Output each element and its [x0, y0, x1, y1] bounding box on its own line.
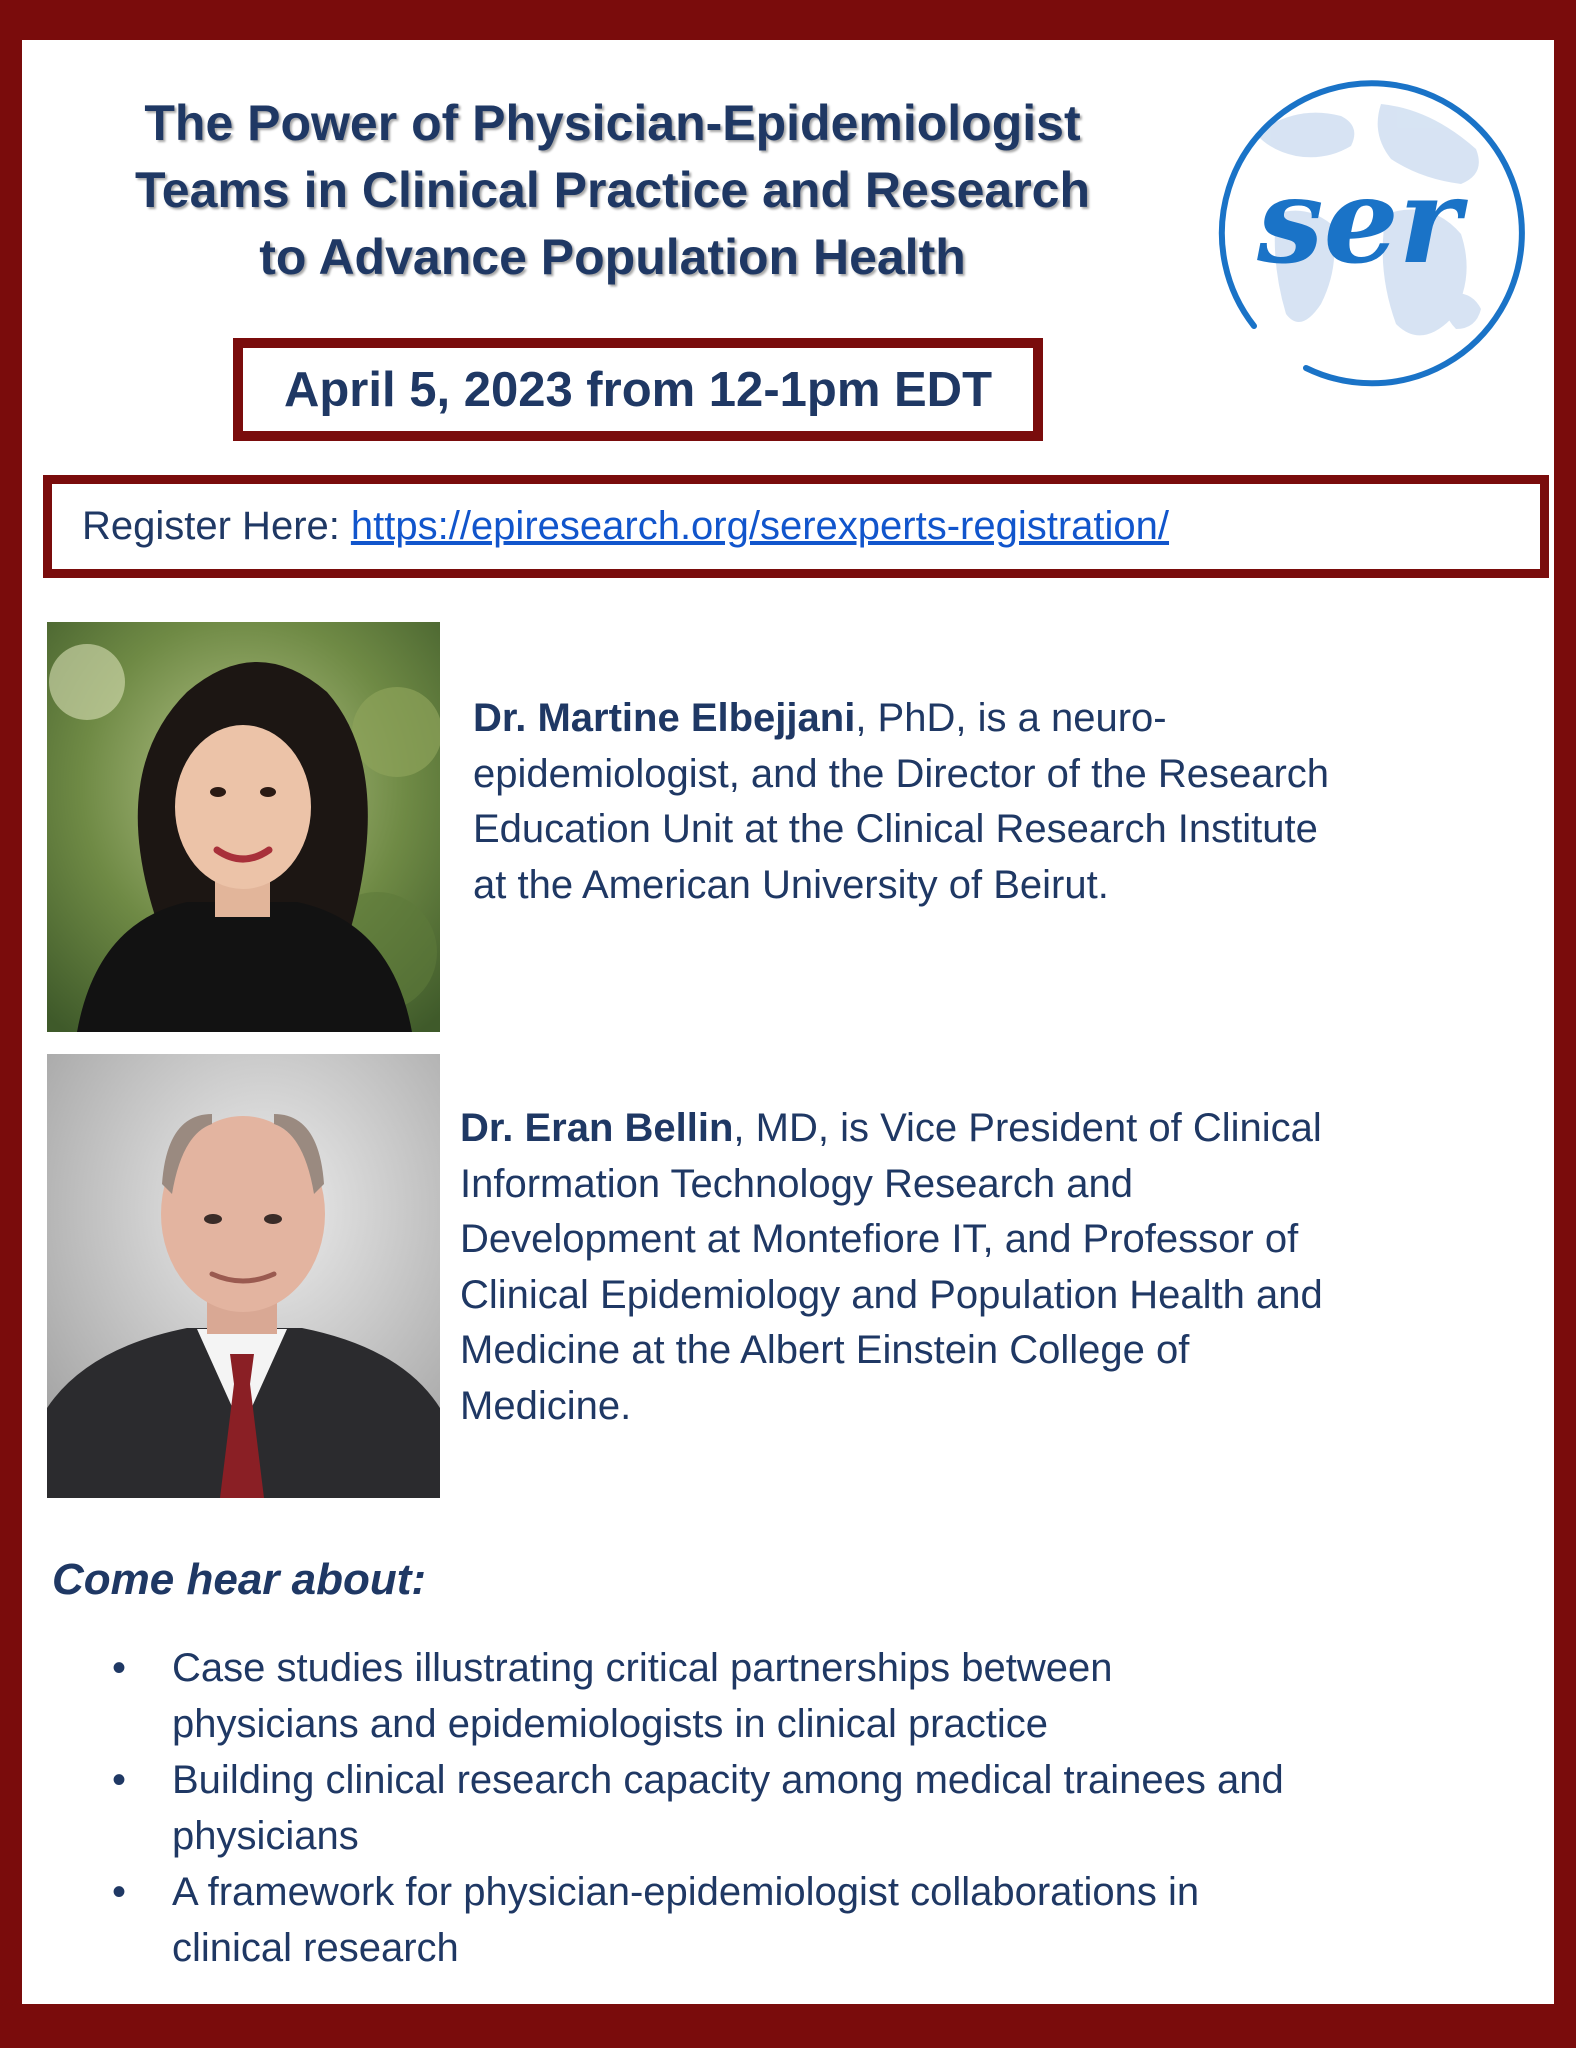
bio-line: Clinical Epidemiology and Population Health and: [460, 1272, 1323, 1317]
list-item-text: physicians: [172, 1814, 359, 1858]
list-item-text: Case studies illustrating critical partnerships between: [172, 1646, 1113, 1690]
come-hear-heading: Come hear about:: [52, 1555, 427, 1604]
registration-link[interactable]: https://epiresearch.org/serexperts-registration/: [350, 504, 1170, 548]
speaker-bio-bellin: [460, 1101, 1323, 1434]
register-box: [43, 475, 1549, 578]
bio-line: epidemiologist, and the Director of the Research: [473, 751, 1330, 796]
list-item-text: clinical research: [172, 1926, 459, 1970]
bio-line: Education Unit at the Clinical Research Institute: [473, 807, 1318, 851]
speaker-name: Dr. Martine Elbejjani: [473, 696, 856, 740]
event-date-box: [233, 338, 1043, 441]
title-line: Teams in Clinical Practice and Research: [134, 162, 1091, 218]
bio-text: , MD, is Vice President of Clinical: [733, 1106, 1322, 1150]
globe-logo-icon: [1196, 64, 1526, 389]
speaker-bio-elbejjani: [473, 691, 1329, 913]
bio-line: Medicine at the Albert Einstein College of: [460, 1328, 1190, 1372]
bio-line: at the American University of Beirut.: [473, 862, 1109, 907]
list-item-text: A framework for physician-epidemiologist collaborations in: [172, 1870, 1200, 1914]
bio-line: Information Technology Research and: [460, 1161, 1134, 1206]
bio-text: , PhD, is a neuro-: [855, 696, 1167, 740]
ser-logo: [1196, 64, 1526, 389]
speaker-photo-elbejjani: [47, 622, 440, 1032]
bio-line: Medicine.: [460, 1383, 632, 1428]
bio-line: [460, 1101, 1323, 1157]
topics-list: [90, 1640, 1510, 1976]
bullet-icon: •: [112, 1646, 127, 1690]
bio-line: Development at Montefiore IT, and Professor of: [460, 1217, 1299, 1261]
speaker-photo-bellin: [47, 1054, 440, 1498]
logo-text: ser: [1257, 151, 1461, 290]
list-item-text: Building clinical research capacity among medical trainees and: [172, 1758, 1284, 1802]
bullet-icon: •: [112, 1758, 127, 1802]
bio-line: [473, 691, 1329, 747]
title-line: to Advance Population Health: [259, 229, 966, 285]
speaker-name: Dr. Eran Bellin: [460, 1106, 734, 1150]
register-label: Register Here:: [82, 504, 340, 548]
list-item: [90, 1752, 1510, 1864]
bullet-icon: •: [112, 1870, 127, 1914]
list-item: [90, 1640, 1510, 1752]
event-date: April 5, 2023 from 12-1pm EDT: [283, 362, 992, 417]
list-item-text: physicians and epidemiologists in clinical practice: [172, 1702, 1048, 1746]
title-line: The Power of Physician-Epidemiologist: [144, 95, 1081, 151]
list-item: [90, 1864, 1510, 1976]
page-title: [45, 90, 1180, 291]
